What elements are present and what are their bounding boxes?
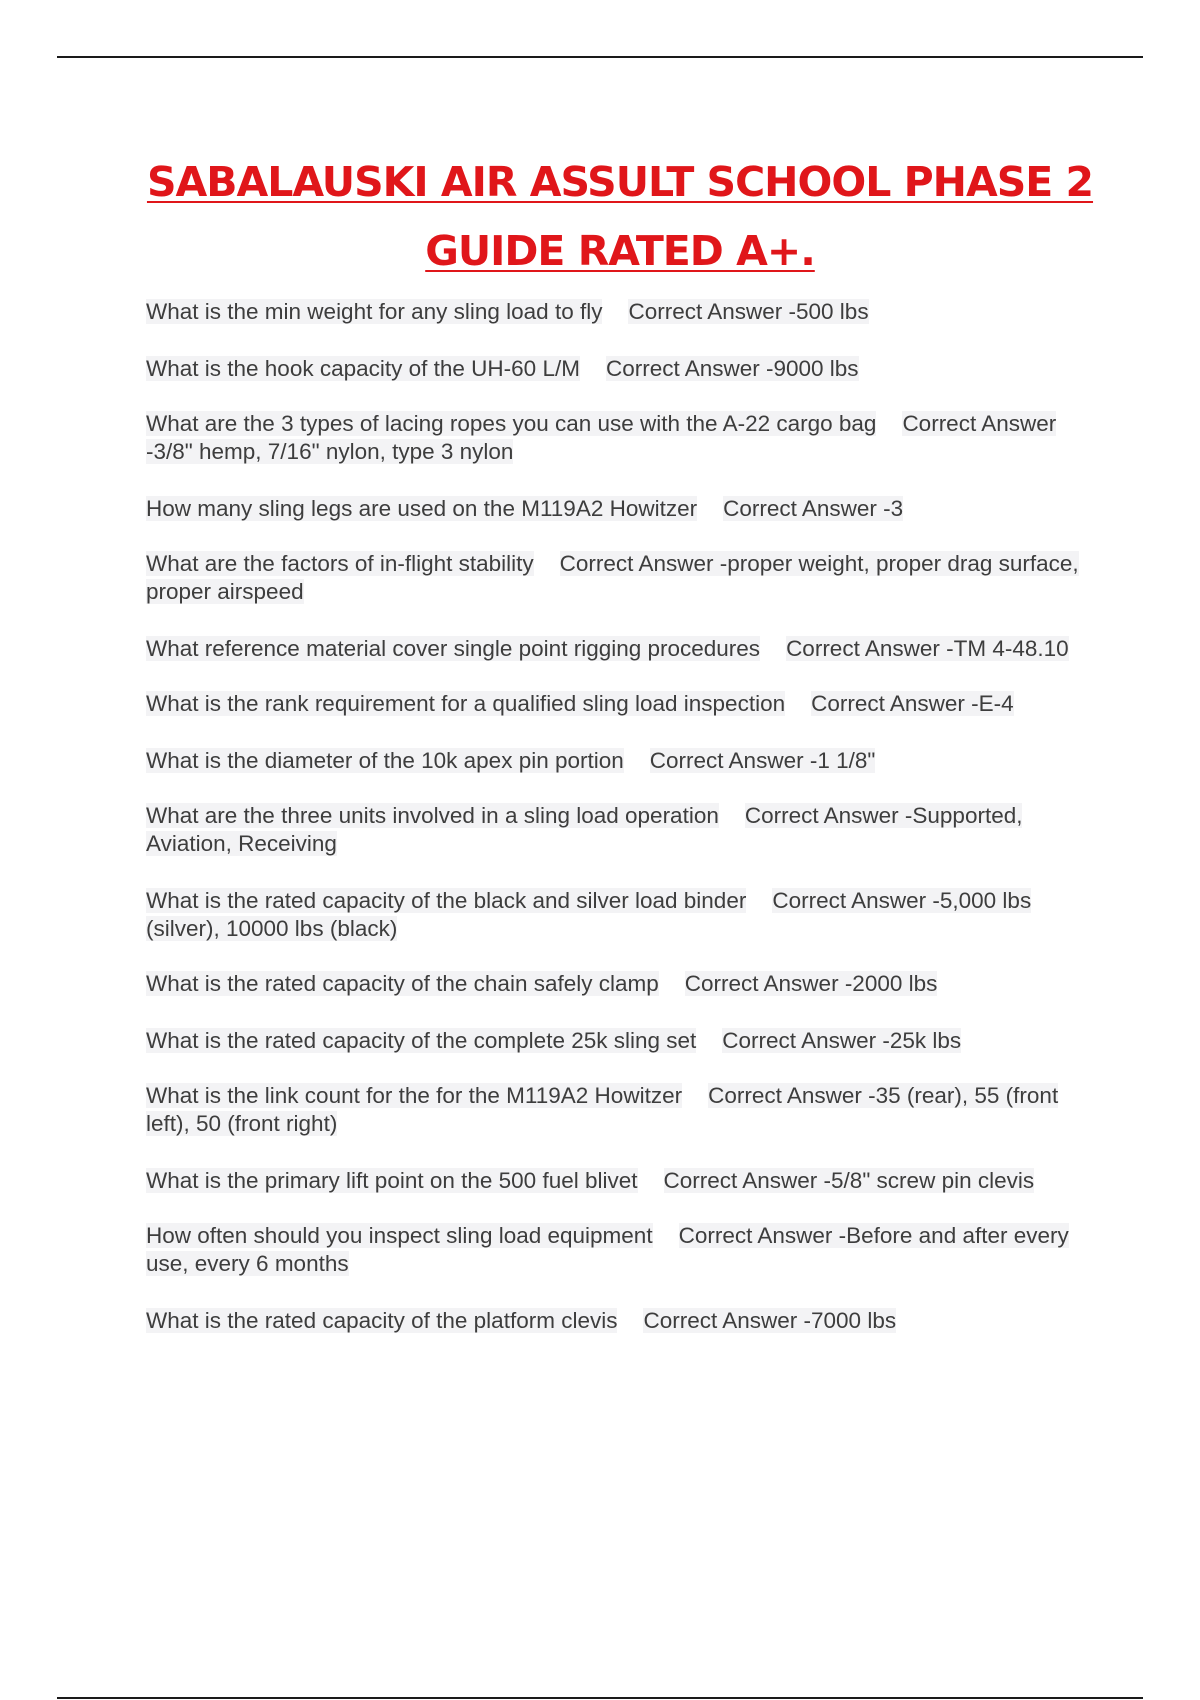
question-text: What is the rated capacity of the black and silver load binder — [146, 888, 747, 913]
qa-item — [146, 410, 1086, 466]
answer-text: Correct Answer -5,000 lbs (silver), 10000 lbs (black) — [146, 888, 1032, 941]
answer-text: Correct Answer -7000 lbs — [643, 1308, 897, 1333]
answer-text: Correct Answer -25k lbs — [722, 1028, 962, 1053]
answer-text: Correct Answer -E-4 — [811, 691, 1014, 716]
qa-item — [146, 1167, 1086, 1195]
qa-item — [146, 495, 1086, 523]
qa-item — [146, 1307, 1086, 1335]
document-title — [100, 148, 1140, 286]
qa-item — [146, 970, 1086, 998]
question-text: How often should you inspect sling load equipment — [146, 1223, 653, 1248]
question-text: What are the three units involved in a sling load operation — [146, 803, 719, 828]
answer-text: Correct Answer -1 1/8" — [649, 748, 876, 773]
question-text: What is the primary lift point on the 500 fuel blivet — [146, 1168, 638, 1193]
question-text: What are the factors of in-flight stability — [146, 551, 534, 576]
answer-text: Correct Answer -3/8" hemp, 7/16" nylon, type 3 nylon — [146, 411, 1057, 464]
title-line-2: GUIDE RATED A+. — [425, 227, 815, 275]
title-line-1: SABALAUSKI AIR ASSULT SCHOOL PHASE 2 — [146, 158, 1094, 206]
qa-list — [146, 298, 1086, 1335]
question-text: What is the rated capacity of the chain safely clamp — [146, 971, 659, 996]
qa-item — [146, 298, 1086, 326]
question-text: What are the 3 types of lacing ropes you can use with the A-22 cargo bag — [146, 411, 877, 436]
qa-item — [146, 690, 1086, 718]
answer-text: Correct Answer -9000 lbs — [605, 356, 859, 381]
footer-rule — [57, 1697, 1143, 1699]
qa-item — [146, 887, 1086, 943]
answer-text: Correct Answer -Supported, Aviation, Receiving — [146, 803, 1023, 856]
qa-item — [146, 355, 1086, 383]
answer-text: Correct Answer -500 lbs — [628, 299, 869, 324]
qa-item — [146, 550, 1086, 606]
qa-item — [146, 802, 1086, 858]
question-text: How many sling legs are used on the M119A2 Howitzer — [146, 496, 698, 521]
question-text: What is the hook capacity of the UH-60 L/M — [146, 356, 580, 381]
qa-item — [146, 747, 1086, 775]
qa-item — [146, 635, 1086, 663]
answer-text: Correct Answer -35 (rear), 55 (front left), 50 (front right) — [146, 1083, 1059, 1136]
answer-text: Correct Answer -Before and after every use, every 6 months — [146, 1223, 1069, 1276]
qa-item — [146, 1082, 1086, 1138]
question-text: What is the min weight for any sling load to fly — [146, 299, 603, 324]
question-text: What is the rated capacity of the platform clevis — [146, 1308, 618, 1333]
question-text: What reference material cover single point rigging procedures — [146, 636, 761, 661]
header-rule — [57, 56, 1143, 58]
question-text: What is the rated capacity of the complete 25k sling set — [146, 1028, 697, 1053]
question-text: What is the diameter of the 10k apex pin portion — [146, 748, 624, 773]
question-text: What is the link count for the for the M119A2 Howitzer — [146, 1083, 683, 1108]
answer-text: Correct Answer -5/8" screw pin clevis — [663, 1168, 1035, 1193]
answer-text: Correct Answer -2000 lbs — [684, 971, 938, 996]
question-text: What is the rank requirement for a qualified sling load inspection — [146, 691, 786, 716]
answer-text: Correct Answer -3 — [723, 496, 904, 521]
qa-item — [146, 1027, 1086, 1055]
answer-text: Correct Answer -proper weight, proper drag surface, proper airspeed — [146, 551, 1079, 604]
qa-item — [146, 1222, 1086, 1278]
answer-text: Correct Answer -TM 4-48.10 — [786, 636, 1069, 661]
